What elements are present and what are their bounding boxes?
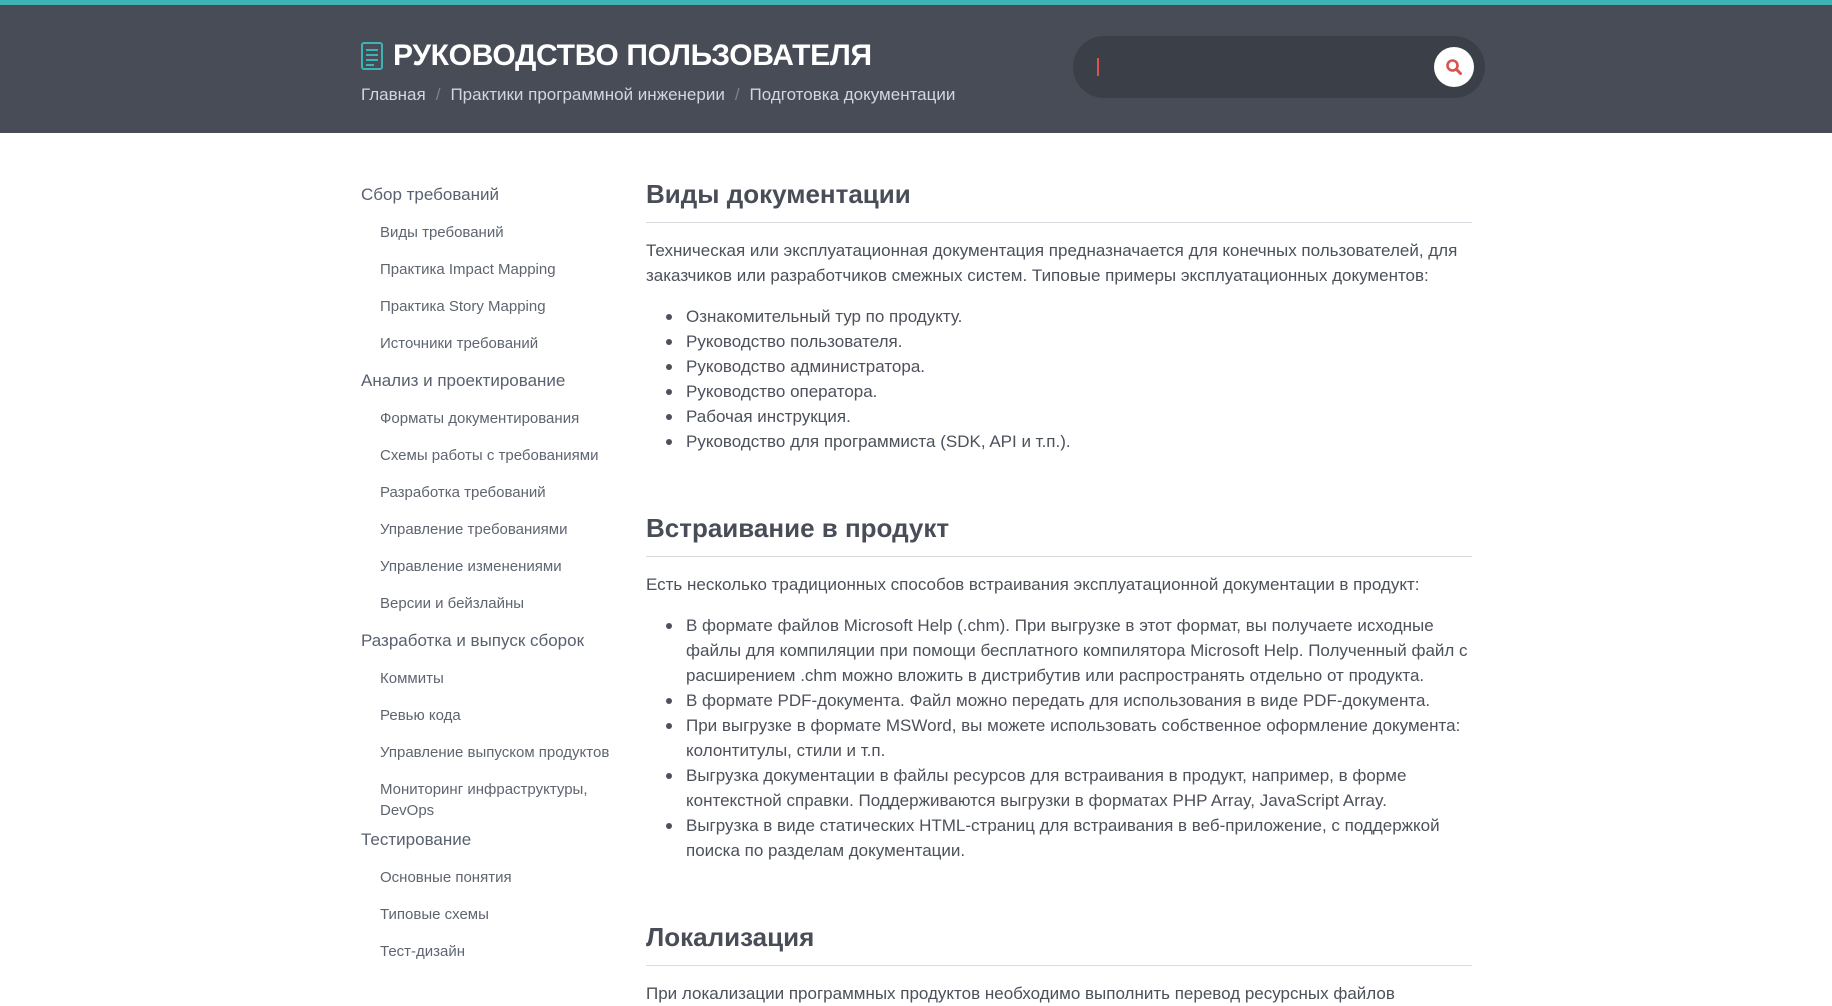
search-button[interactable] xyxy=(1434,47,1474,87)
search-input[interactable] xyxy=(1103,36,1403,98)
section-intro: При локализации программных продуктов необходимо выполнить перевод ресурсных файлов xyxy=(646,984,1395,1003)
search-icon xyxy=(1445,58,1463,76)
list-item: Выгрузка документации в файлы ресурсов для встраивания в продукт, например, в форме контекстной справки. Поддерживаются выгрузки в форматах PHP Array, JavaScript Array. xyxy=(686,763,1472,813)
sidebar-section-analysis[interactable]: Анализ и проектирование xyxy=(361,371,566,390)
site-title-row[interactable] xyxy=(361,36,872,76)
section-heading: Встраивание в продукт xyxy=(646,508,1472,557)
sidebar-section-requirements[interactable]: Сбор требований xyxy=(361,185,500,204)
breadcrumb-practices[interactable]: Практики программной инженерии xyxy=(450,85,725,104)
document-icon xyxy=(361,42,383,70)
sidebar-item-doc-formats[interactable]: Форматы документирования xyxy=(380,410,580,427)
site-header xyxy=(0,5,1832,133)
list-item: Рабочая инструкция. xyxy=(686,404,1472,429)
list-item: Ознакомительный тур по продукту. xyxy=(686,304,1472,329)
breadcrumb-separator: / xyxy=(734,85,740,104)
breadcrumb-current[interactable]: Подготовка документации xyxy=(749,85,956,104)
sidebar-item-devops[interactable]: Мониторинг инфраструктуры, DevOps xyxy=(380,781,588,819)
sidebar-item-requirement-management[interactable]: Управление требованиями xyxy=(380,521,568,538)
sidebar-section-testing[interactable]: Тестирование xyxy=(361,830,472,849)
list-item: Руководство пользователя. xyxy=(686,329,1472,354)
sidebar-item-story-mapping[interactable]: Практика Story Mapping xyxy=(380,298,546,315)
list-item: Руководство оператора. xyxy=(686,379,1472,404)
list-item: Выгрузка в виде статических HTML-страниц для встраивания в веб-приложение, с поддержкой поиска по разделам документации. xyxy=(686,813,1472,863)
section-intro: Есть несколько традиционных способов встраивания эксплуатационной документации в продукт: xyxy=(646,575,1420,594)
sidebar-item-commits[interactable]: Коммиты xyxy=(380,670,444,687)
bullet-list xyxy=(646,304,1472,454)
search-box xyxy=(1073,36,1485,98)
sidebar-item-impact-mapping[interactable]: Практика Impact Mapping xyxy=(380,261,556,278)
sidebar-item-requirement-development[interactable]: Разработка требований xyxy=(380,484,546,501)
section-localization xyxy=(646,917,1472,1006)
sidebar-item-typical-schemes[interactable]: Типовые схемы xyxy=(380,906,489,923)
list-item: При выгрузке в формате MSWord, вы можете использовать собственное оформление документа: колонтитулы, стили и т.п. xyxy=(686,713,1472,763)
list-item: Руководство администратора. xyxy=(686,354,1472,379)
section-heading: Виды документации xyxy=(646,174,1472,223)
section-embedding xyxy=(646,508,1472,863)
sidebar-item-versions-baselines[interactable]: Версии и бейзлайны xyxy=(380,595,525,612)
breadcrumb xyxy=(361,85,955,105)
sidebar-item-basic-concepts[interactable]: Основные понятия xyxy=(380,869,512,886)
text-caret xyxy=(1097,58,1099,76)
sidebar-item-requirement-types[interactable]: Виды требований xyxy=(380,224,504,241)
sidebar-item-test-design[interactable]: Тест-дизайн xyxy=(380,943,466,960)
sidebar-section-builds[interactable]: Разработка и выпуск сборок xyxy=(361,631,585,650)
sidebar-item-release-management[interactable]: Управление выпуском продуктов xyxy=(380,744,610,761)
sidebar-item-code-review[interactable]: Ревью кода xyxy=(380,707,461,724)
section-intro: Техническая или эксплуатационная документация предназначается для конечных пользователей, для заказчиков или разработчиков смежных систем. Типовые примеры эксплуатационных документов: xyxy=(646,241,1458,285)
list-item: В формате файлов Microsoft Help (.chm). При выгрузке в этот формат, вы получаете исходные файлы для компиляции при помощи бесплатного компилятора Microsoft Help. Полученный файл с расширением .chm можно вложить в дистрибутив или распространять отдельно от продукта. xyxy=(686,613,1472,688)
main-content xyxy=(646,174,1472,1003)
list-item: В формате PDF-документа. Файл можно передать для использования в виде PDF-документа. xyxy=(686,688,1472,713)
sidebar-item-change-management[interactable]: Управление изменениями xyxy=(380,558,562,575)
section-heading: Локализация xyxy=(646,917,1472,966)
site-title[interactable]: РУКОВОДСТВО ПОЛЬЗОВАТЕЛЯ xyxy=(393,39,872,72)
list-item: Руководство для программиста (SDK, API и т.п.). xyxy=(686,429,1472,454)
bullet-list xyxy=(646,613,1472,863)
breadcrumb-home[interactable]: Главная xyxy=(361,85,426,104)
section-doc-types xyxy=(646,174,1472,454)
sidebar-item-requirement-schemes[interactable]: Схемы работы с требованиями xyxy=(380,447,599,464)
sidebar-item-requirement-sources[interactable]: Источники требований xyxy=(380,335,539,352)
breadcrumb-separator: / xyxy=(435,85,441,104)
sidebar-nav xyxy=(361,176,621,970)
